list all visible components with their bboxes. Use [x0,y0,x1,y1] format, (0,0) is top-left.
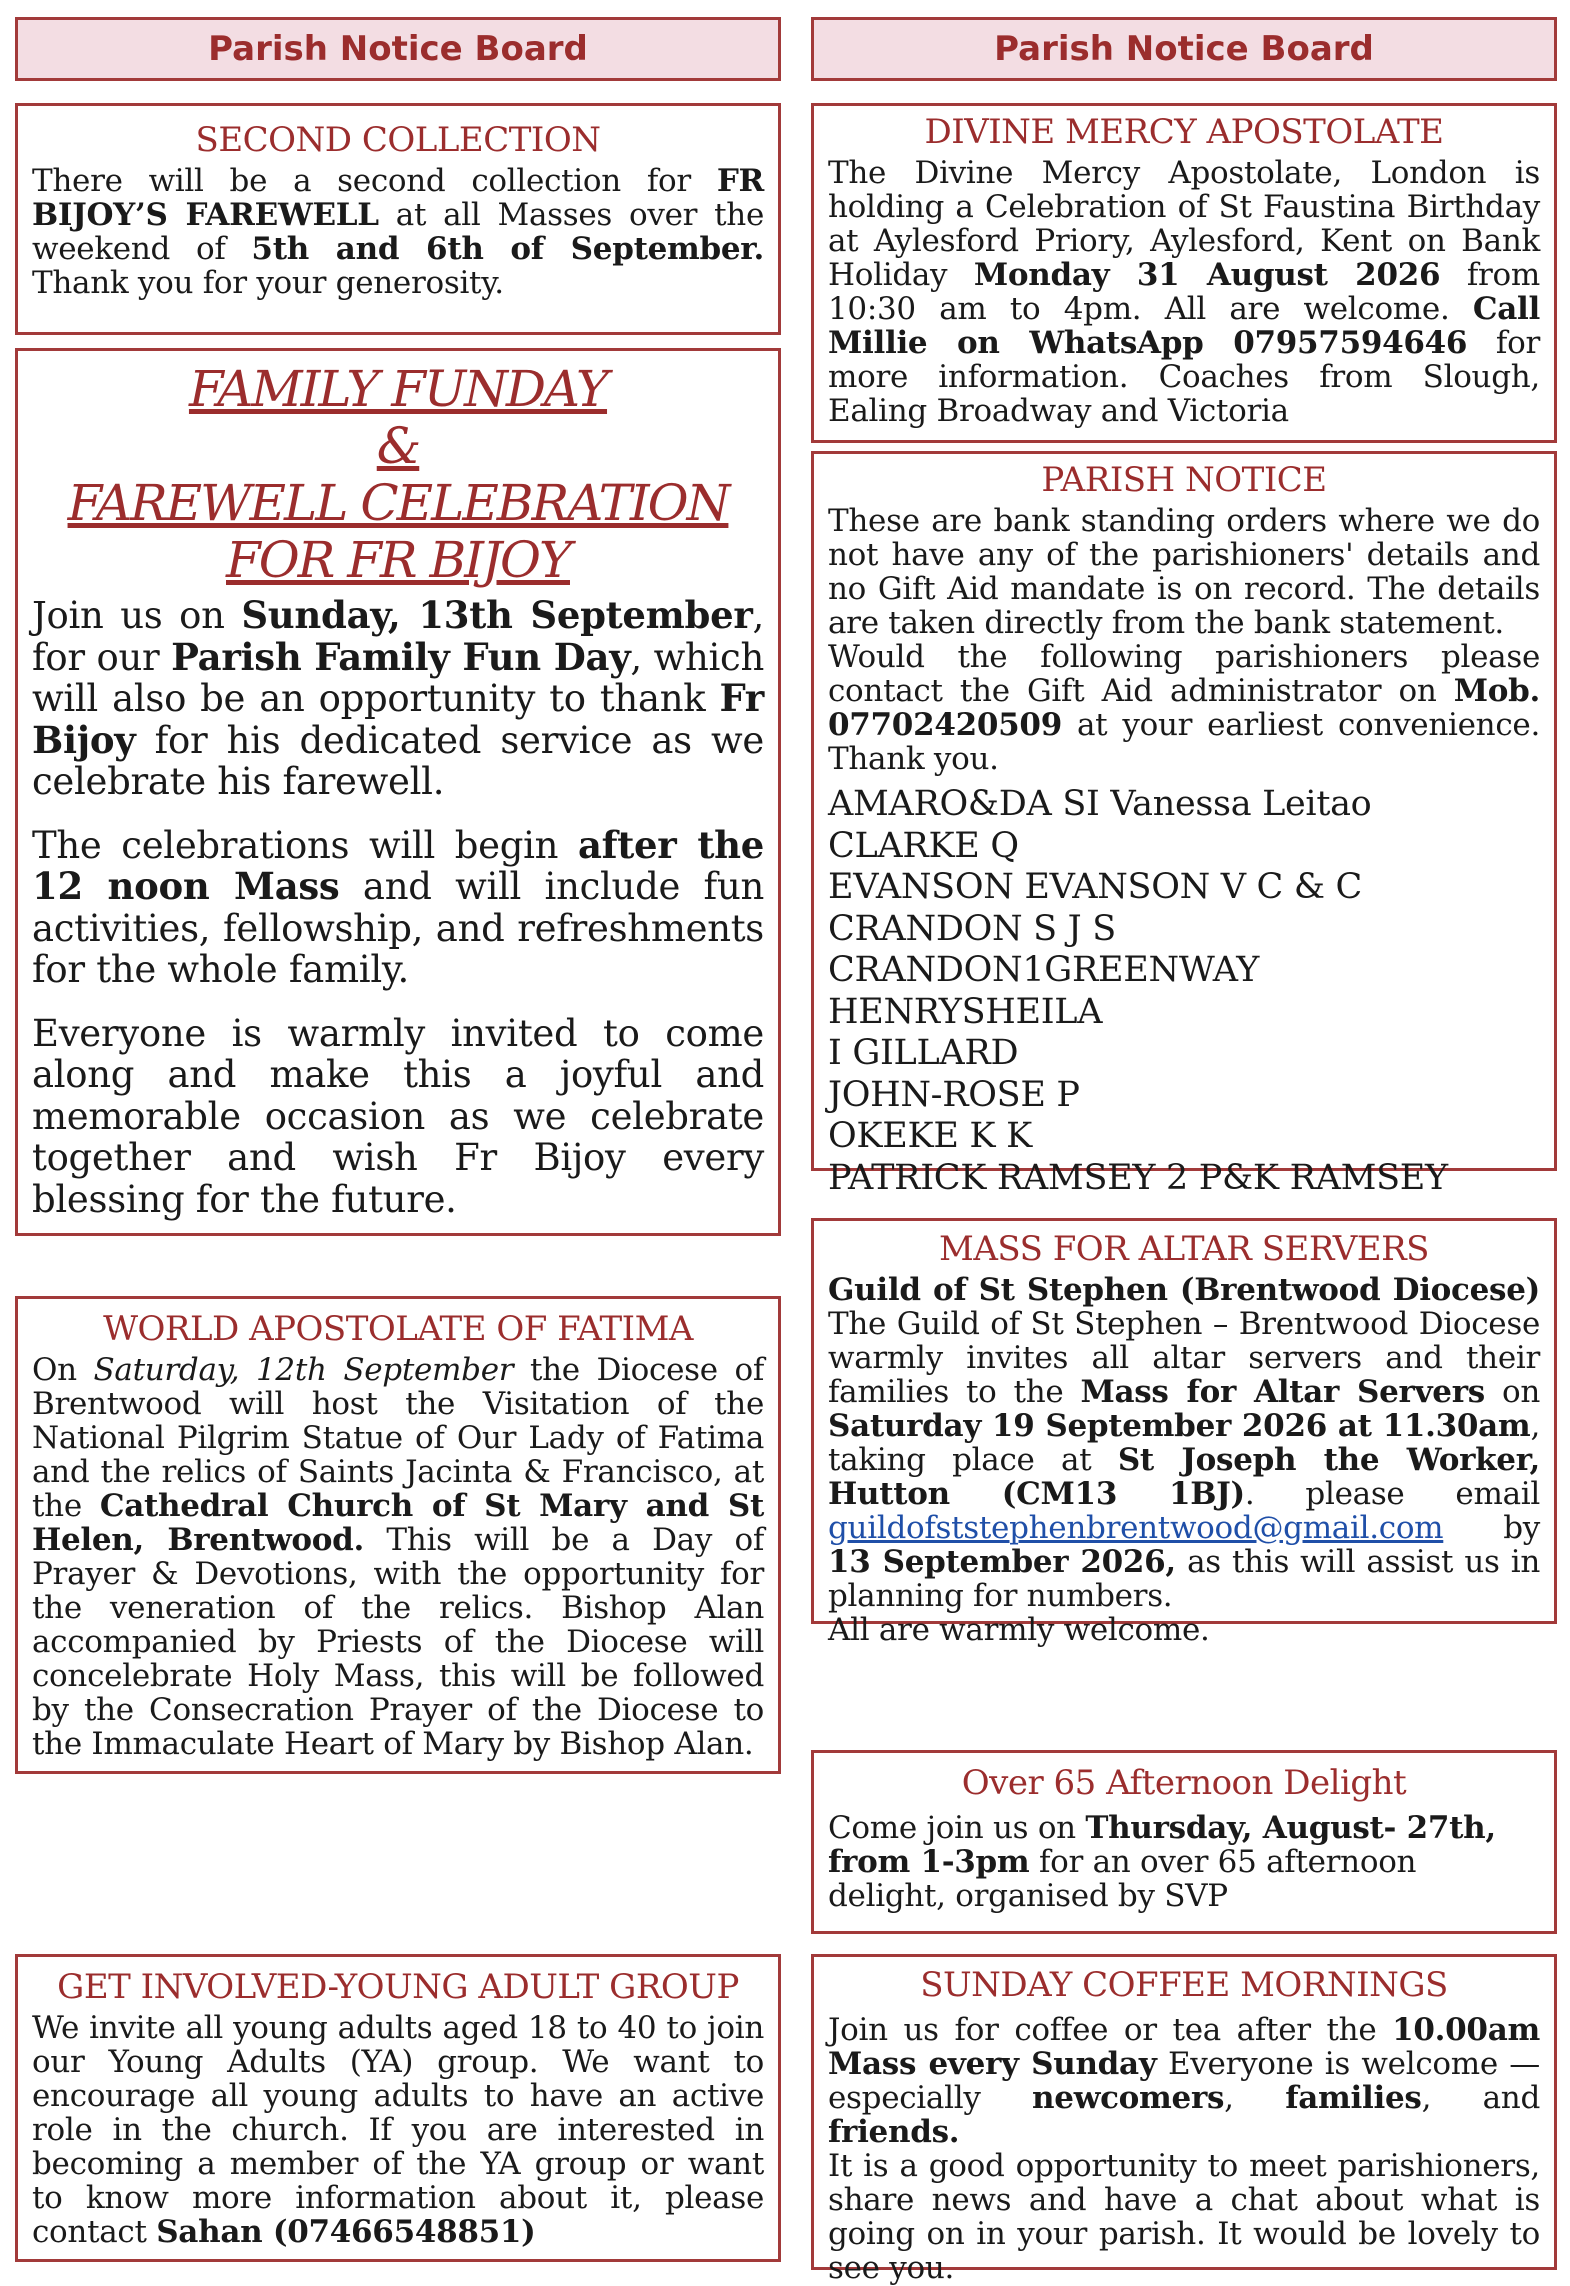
parish-notice-title: PARISH NOTICE [1041,460,1327,500]
altar-servers-welcome: All are warmly welcome. [828,1612,1210,1648]
coffee-mornings-notice [811,1954,1557,2286]
altar-servers-title: MASS FOR ALTAR SERVERS [939,1229,1429,1269]
list-item: PATRICK RAMSEY 2 P&K RAMSEY [828,1157,1448,1198]
altar-servers-text: Guild of St Stephen (Brentwood Diocese) The Guild of St Stephen – Brentwood Diocese warmly invites all altar servers and their families to the Mass for Altar Servers on Saturday 19 September 2026 at 11.30am, taking place at St Joseph the Worker, Hutton (CM13 1BJ). please email guildofststephenbrentwood@gmail.com by 13 September 2026, as this will assist us in planning for numbers. [828,1272,1541,1614]
family-funday-paragraph-1: Join us on Sunday, 13th September, for our Parish Family Fun Day, which will also be an opportunity to thank Fr Bijoy for his dedicated service as we celebrate his farewell. [32,593,765,803]
over65-notice [811,1750,1557,1934]
list-item: CLARKE Q [828,825,1019,866]
list-item: AMARO&DA SI Vanessa Leitao [828,784,1372,824]
coffee-mornings-text-1: Join us for coffee or tea after the 10.00am Mass every Sunday Everyone is welcome — especially newcomers, families, and friends. [828,2012,1541,2150]
left-column-header: Parish Notice Board [15,17,781,81]
altar-servers-email-link[interactable]: guildofststephenbrentwood@gmail.com [828,1510,1444,1546]
parish-notice [811,451,1557,1198]
coffee-mornings-title: SUNDAY COFFEE MORNINGS [920,1965,1448,2005]
over65-text: Come join us on Thursday, August- 27th, from 1-3pm for an over 65 afternoon delight, organised by SVP [828,1810,1496,1914]
parish-notice-names-list [828,784,1540,1199]
family-funday-notice [15,348,781,1236]
second-collection-notice [15,103,781,335]
list-item: CRANDON S J S CRANDON1GREENWAY [828,908,1260,990]
family-funday-paragraph-3: Everyone is warmly invited to come along and make this a joyful and memorable occasion as we celebrate together and wish Fr Bijoy every blessing for the future. [32,1011,764,1221]
list-item: OKEKE K K [828,1116,1032,1156]
list-item: I GILLARD [828,1033,1019,1073]
coffee-mornings-text-2: It is a good opportunity to meet parishioners, share news and have a chat about what is going on in your parish. It would be lovely to see you. [828,2148,1540,2286]
list-item: HENRYSHEILA [828,991,1103,1032]
right-column-header: Parish Notice Board [811,17,1557,81]
list-item: EVANSON EVANSON V C & C [828,867,1363,907]
second-collection-title: SECOND COLLECTION [195,120,601,160]
divine-mercy-notice [811,103,1557,443]
altar-servers-notice [811,1218,1557,1648]
young-adult-notice [15,1954,781,2262]
divine-mercy-text: The Divine Mercy Apostolate, London is holding a Celebration of St Faustina Birthday at Aylesford Priory, Aylesford, Kent on Bank Holiday Monday 31 August 2026 from 10:30 am to 4pm. All are welcome. Call Millie on WhatsApp 07957594646 for more information. Coaches from Slough, Ealing Broadway and Victoria [828,155,1540,429]
parish-notice-text-2: Would the following parishioners please contact the Gift Aid administrator on Mob. 07702420509 at your earliest convenience. Thank you. [828,639,1540,777]
young-adult-title: GET INVOLVED-YOUNG ADULT GROUP [57,1967,739,2007]
list-item: JOHN-ROSE P [828,1074,1080,1115]
young-adult-text: We invite all young adults aged 18 to 40 to join our Young Adults (YA) group. We want to encourage all young adults to have an active role in the church. If you are interested in becoming a member of the YA group or want to know more information about it, please contact Sahan (07466548851) [32,2010,764,2250]
divine-mercy-title: DIVINE MERCY APOSTOLATE [924,112,1444,152]
second-collection-text: There will be a second collection for FR BIJOY’S FAREWELL at all Masses over the weekend of 5th and 6th of September. Thank you for your generosity. [32,163,764,301]
fatima-notice [15,1296,781,1774]
fatima-title: WORLD APOSTOLATE OF FATIMA [103,1309,693,1349]
parish-notice-text-1: These are bank standing orders where we do not have any of the parishioners' details and no Gift Aid mandate is on record. The details are taken directly from the bank statement. [828,503,1540,641]
family-funday-paragraph-2: The celebrations will begin after the 12 noon Mass and will include fun activities, fellowship, and refreshments for the whole family. [32,822,764,991]
family-funday-title: FAMILY FUNDAY & FAREWELL CELEBRATION FOR FR BIJOY [67,360,729,589]
over65-title: Over 65 Afternoon Delight [961,1763,1407,1803]
fatima-text: On Saturday, 12th September the Diocese of Brentwood will host the Visitation of the National Pilgrim Statue of Our Lady of Fatima and the relics of Saints Jacinta & Francisco, at the Cathedral Church of St Mary and St Helen, Brentwood. This will be a Day of Prayer & Devotions, with the opportunity for the veneration of the relics. Bishop Alan accompanied by Priests of the Diocese will concelebrate Holy Mass, this will be followed by the Consecration Prayer of the Diocese to the Immaculate Heart of Mary by Bishop Alan. [32,1352,764,1762]
